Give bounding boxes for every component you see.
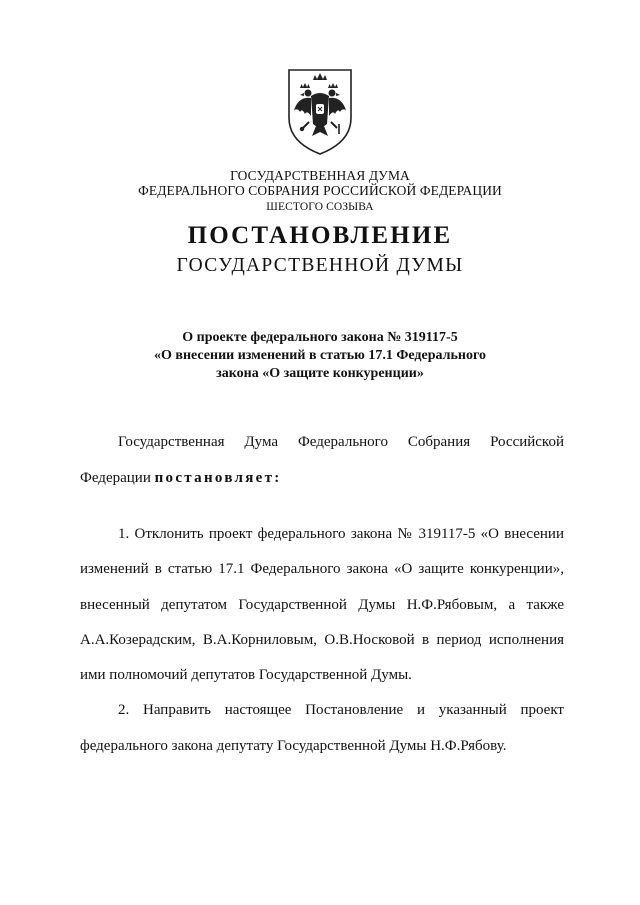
header-line-duma: ГОСУДАРСТВЕННАЯ ДУМА	[230, 168, 410, 183]
subject-line: О проекте федерального закона № 319117-5	[182, 330, 458, 345]
document-subtitle: ГОСУДАРСТВЕННОЙ ДУМЫ	[176, 255, 464, 276]
resolves-word: постановляет:	[154, 470, 282, 486]
paragraph1-line: ими полномочий депутатов Государственной Думы.	[80, 667, 412, 683]
header-line-federal-assembly: ФЕДЕРАЛЬНОГО СОБРАНИЯ РОССИЙСКОЙ ФЕДЕРАЦИИ	[138, 183, 502, 198]
preamble-line	[80, 469, 564, 487]
document-title: ПОСТАНОВЛЕНИЕ	[187, 222, 453, 249]
subject-line: закона «О защите конкуренции»	[216, 366, 424, 381]
paragraph2-line: 2. Направить настоящее Постановление и указанный проект	[118, 702, 564, 718]
header-line-convocation: ШЕСТОГО СОЗЫВА	[266, 201, 374, 213]
subject-line: «О внесении изменений в статью 17.1 Федерального	[154, 348, 486, 363]
paragraph1-line: внесенный депутатом Государственной Думы Н.Ф.Рябовым, а также	[80, 597, 564, 613]
preamble-line: Государственная Дума Федерального Собрания Российской	[118, 434, 564, 450]
paragraph1-line: А.А.Козерадским, В.А.Корниловым, О.В.Носковой в период исполнения	[80, 632, 564, 648]
paragraph2-line: федерального закона депутату Государственной Думы Н.Ф.Рябову.	[80, 738, 507, 754]
coat-of-arms-icon	[283, 66, 357, 158]
paragraph1-line: изменений в статью 17.1 Федерального закона «О защите конкуренции»,	[80, 561, 564, 577]
preamble-text: Федерации	[80, 470, 155, 486]
paragraph1-line: 1. Отклонить проект федерального закона № 319117-5 «О внесении	[118, 526, 564, 542]
subject-block	[130, 329, 510, 383]
